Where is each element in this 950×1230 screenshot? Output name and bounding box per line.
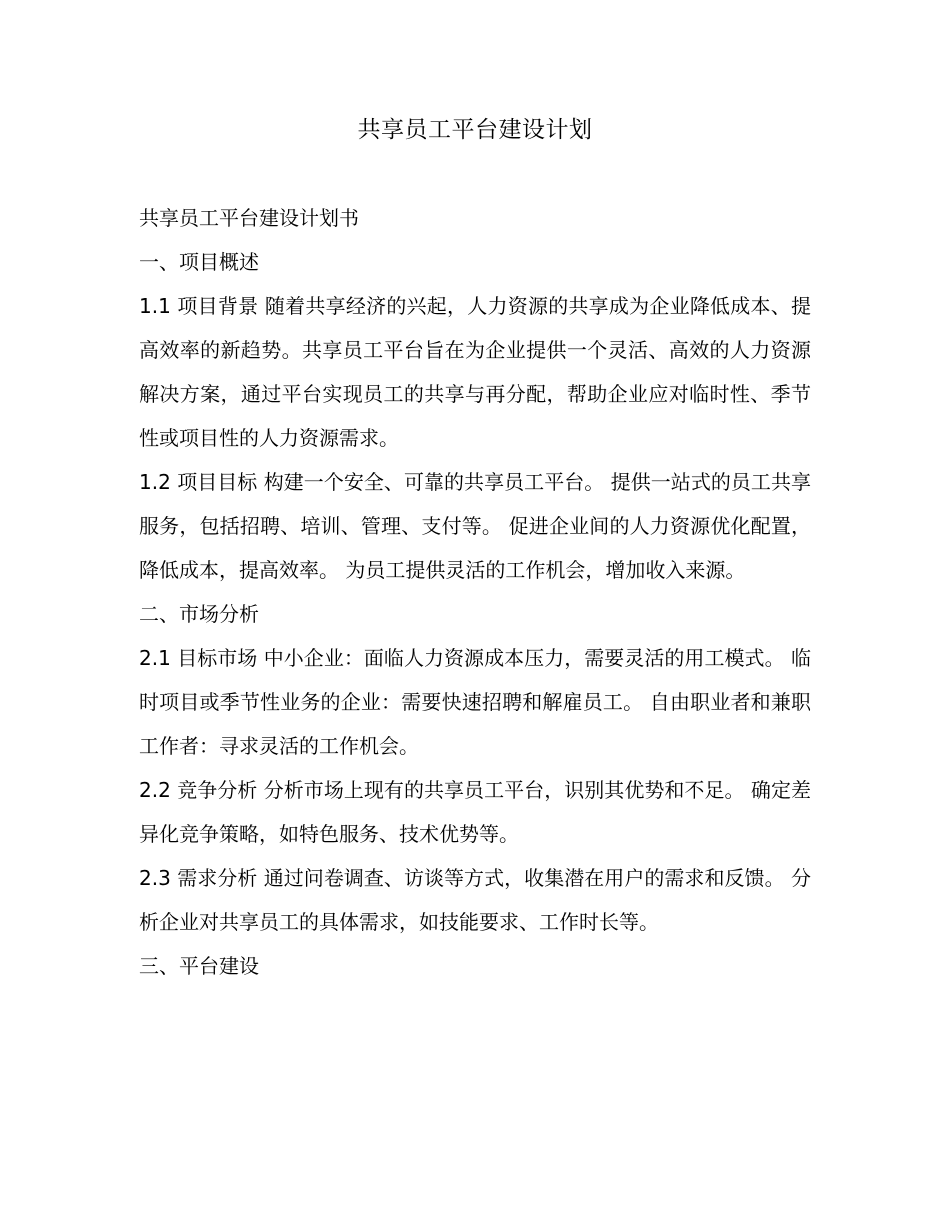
paragraph-project-goals: 1.2 项目目标 构建一个安全、可靠的共享员工平台。 提供一站式的员工共享服务，包括招聘、培训、管理、支付等。 促进企业间的人力资源优化配置，降低成本，提高效率。 为员工提供灵活的工作机会，增加收入来源。 [139,470,811,582]
paragraph-subtitle: 共享员工平台建设计划书 [139,206,359,230]
paragraph-project-background: 1.1 项目背景 随着共享经济的兴起，人力资源的共享成为企业降低成本、提高效率的新趋势。共享员工平台旨在为企业提供一个灵活、高效的人力资源解决方案，通过平台实现员工的共享与再分配，帮助企业应对临时性、季节性或项目性的人力资源需求。 [139,294,811,450]
paragraph-demand-analysis: 2.3 需求分析 通过问卷调查、访谈等方式，收集潜在用户的需求和反馈。 分析企业对共享员工的具体需求，如技能要求、工作时长等。 [139,866,811,934]
paragraph-competition-analysis: 2.2 竞争分析 分析市场上现有的共享员工平台，识别其优势和不足。 确定差异化竞争策略，如特色服务、技术优势等。 [139,778,811,846]
section-heading-market-analysis: 二、市场分析 [139,602,259,626]
section-heading-platform-construction: 三、平台建设 [139,954,259,978]
paragraph-target-market: 2.1 目标市场 中小企业：面临人力资源成本压力，需要灵活的用工模式。 临时项目或季节性业务的企业：需要快速招聘和解雇员工。 自由职业者和兼职工作者：寻求灵活的工作机会。 [139,646,811,758]
document-body [139,196,811,988]
section-heading-overview: 一、项目概述 [139,250,259,274]
document-title: 共享员工平台建设计划 [357,117,593,143]
